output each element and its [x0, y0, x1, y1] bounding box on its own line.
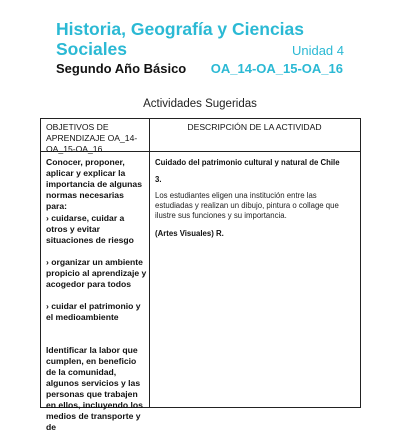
- objectives-column-header: OBJETIVOS DE APRENDIZAJE OA_14-OA_15-OA_16: [46, 122, 138, 154]
- grade-level: Segundo Año Básico: [56, 61, 187, 76]
- activities-table: [40, 118, 361, 432]
- section-title: Actividades Sugeridas: [143, 98, 257, 110]
- activity-description: Los estudiantes eligen una institución entre las estudiadas y realizan un dibujo, pintura o collage que ilustre sus funciones y su importancia.: [155, 191, 339, 220]
- oa-codes: OA_14-OA_15-OA_16: [210, 61, 343, 76]
- activity-number: 3.: [155, 175, 162, 184]
- objective-item: › organizar un ambiente propicio al aprendizaje y acogedor para todos: [46, 257, 147, 289]
- activity-subject: (Artes Visuales) R.: [155, 229, 224, 238]
- objective-item: › cuidar el patrimonio y el medioambiente: [46, 301, 141, 322]
- unit-label: Unidad 4: [291, 43, 344, 58]
- subject-title: Historia, Geografía y Ciencias Sociales: [56, 19, 305, 59]
- activity-title: Cuidado del patrimonio cultural y natural de Chile: [155, 158, 340, 167]
- objective-intro: Conocer, proponer, aplicar y explicar la importancia de algunas normas necesarias para:: [46, 157, 142, 211]
- objective-item: Identificar la labor que cumplen, en beneficio de la comunidad, algunos servicios y las personas que trabajen en ellos, incluyendo los medios de transporte y de: [46, 345, 143, 432]
- objective-item: › cuidarse, cuidar a otros y evitar situaciones de riesgo: [46, 213, 134, 245]
- column-divider: [149, 119, 150, 407]
- activity-column-header: DESCRIPCIÓN DE LA ACTIVIDAD: [187, 122, 322, 132]
